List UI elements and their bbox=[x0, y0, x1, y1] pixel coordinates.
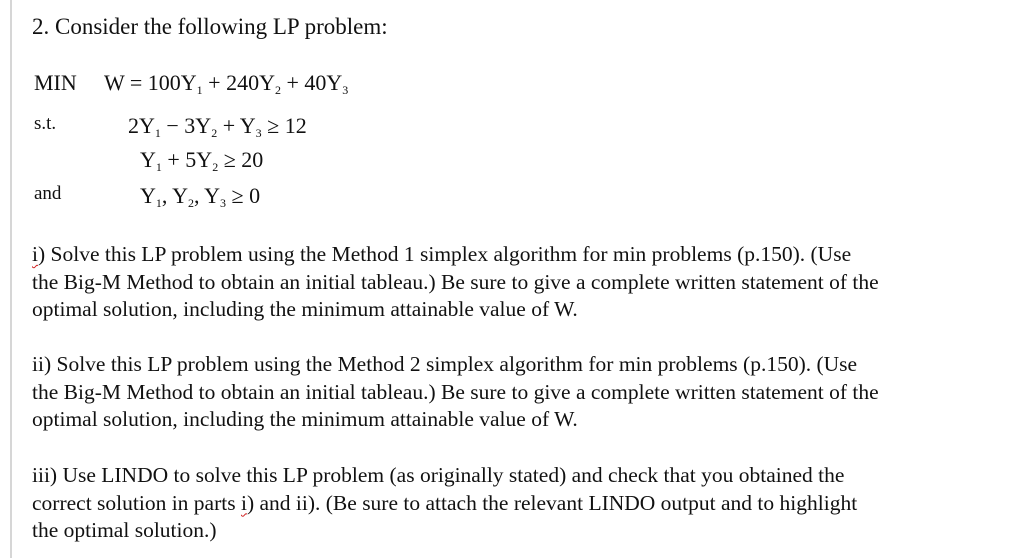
part-ii-line-3: optimal solution, including the minimum attainable value of W. bbox=[32, 407, 578, 431]
part-i-paragraph bbox=[32, 241, 982, 324]
objective-lhs: W bbox=[104, 70, 125, 95]
part-i-marker: i bbox=[32, 242, 38, 266]
objective-function: $W = 100Y_1 + 240Y_2 + 40Y_3$ bbox=[104, 70, 349, 97]
subject-to-label: s.t. bbox=[34, 113, 57, 134]
part-i-line-2: the Big-M Method to obtain an initial tableau.) Be sure to give a complete written statement of the bbox=[32, 269, 879, 294]
constraint-2: $Y_1 + 5Y_2 \ge 20$ bbox=[140, 147, 264, 174]
part-ii-paragraph bbox=[32, 351, 982, 434]
part-ii-line-2: the Big-M Method to obtain an initial tableau.) Be sure to give a complete written statement of the bbox=[32, 379, 879, 404]
left-margin-rule bbox=[10, 0, 12, 558]
part-iii-line-3: the optimal solution.) bbox=[32, 518, 217, 542]
problem-heading: 2. Consider the following LP problem: bbox=[32, 14, 388, 39]
part-iii-i-marker: i bbox=[240, 490, 247, 515]
objective-label: MIN bbox=[34, 70, 77, 95]
nonnegativity-constraint: $Y_1$, $Y_2$, $Y_3 \ge 0$ bbox=[140, 183, 261, 210]
and-label: and bbox=[34, 183, 62, 204]
part-iii-paragraph bbox=[32, 462, 982, 545]
part-ii-line-1: ii) Solve this LP problem using the Method 2 simplex algorithm for min problems (p.150). (Use bbox=[32, 352, 858, 376]
part-iii-line-1: iii) Use LINDO to solve this LP problem (as originally stated) and check that you obtained the bbox=[32, 463, 845, 487]
constraint-1: $2Y_1 - 3Y_2 + Y_3 \ge 12$ bbox=[128, 113, 307, 140]
part-iii-line-2: correct solution in parts i) and ii). (Be sure to attach the relevant LINDO output and to highlight bbox=[32, 490, 858, 515]
part-i-line-1: i) Solve this LP problem using the Method 1 simplex algorithm for min problems (p.150). (Use bbox=[32, 242, 852, 266]
part-i-line-3: optimal solution, including the minimum attainable value of W. bbox=[32, 297, 578, 321]
